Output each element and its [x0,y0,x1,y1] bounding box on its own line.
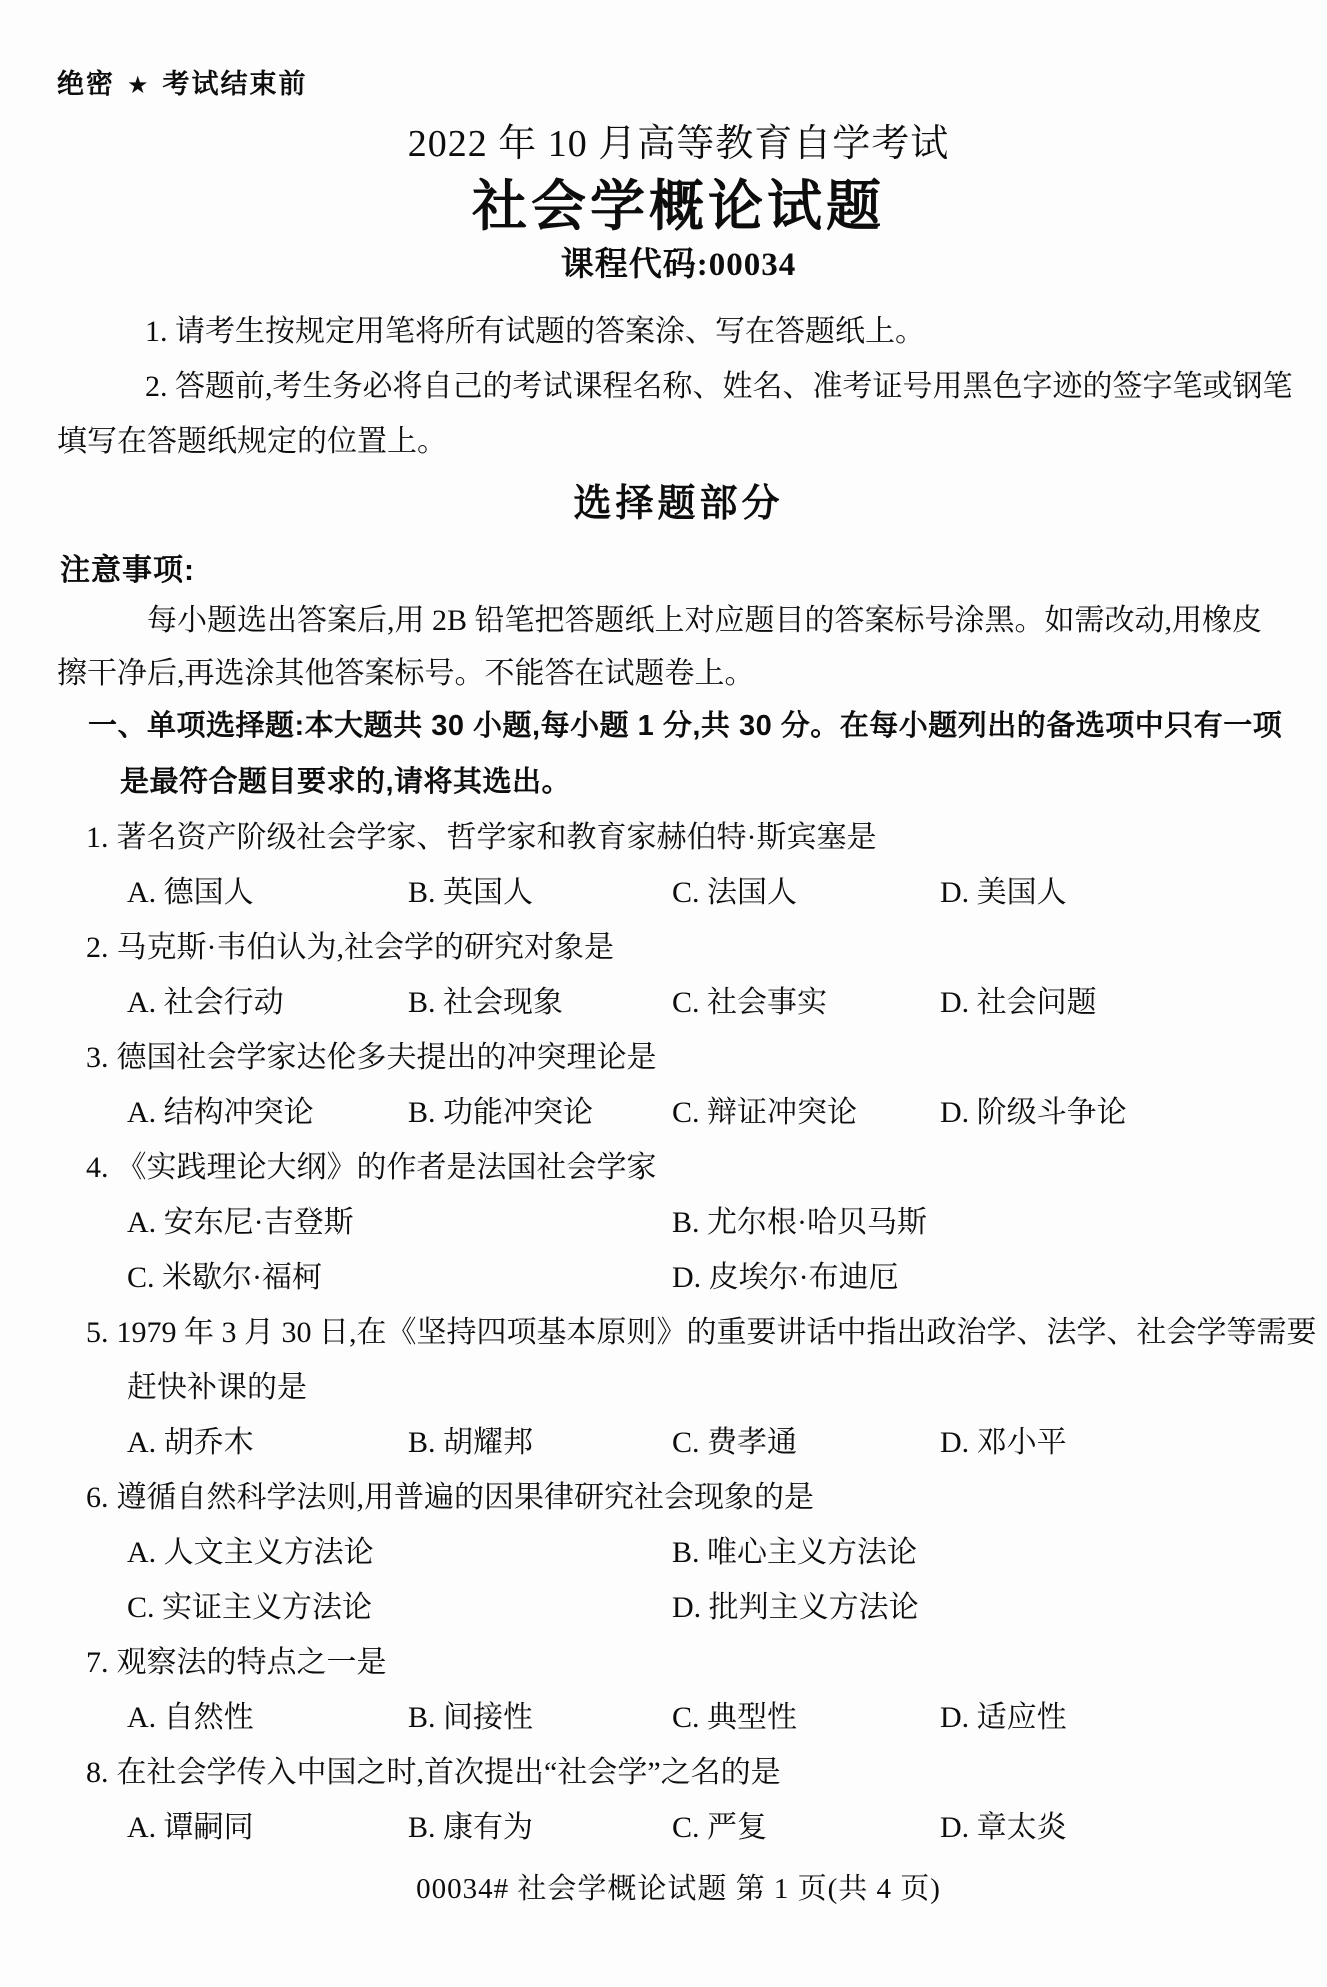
question-5-text [0,1313,1327,1355]
option-d: D. 皮埃尔·布迪厄 [672,1261,899,1294]
option-a: A. 安东尼·吉登斯 [127,1206,354,1239]
question-body: 马克斯·韦伯认为,社会学的研究对象是 [116,931,614,964]
option-c: C. 严复 [672,1811,768,1844]
notice-line-1: 每小题选出答案后,用 2B 铅笔把答题纸上对应题目的答案标号涂黑。如需改动,用橡皮 [147,604,1263,637]
question-number: 5. [86,1316,109,1349]
option-b: B. 康有为 [408,1811,534,1844]
section-title: 选择题部分 [573,483,784,525]
question-4-options-row-1 [0,1203,1327,1245]
option-b: B. 唯心主义方法论 [672,1536,918,1569]
option-c: C. 费孝通 [672,1426,798,1459]
option-a: A. 人文主义方法论 [127,1536,374,1569]
option-c: C. 典型性 [672,1701,798,1734]
question-1-text [0,818,1327,860]
question-number: 7. [86,1646,109,1679]
exam-subject-title: 社会学概论试题 [471,176,885,237]
question-8-text [0,1753,1327,1795]
option-c: C. 实证主义方法论 [127,1591,373,1624]
notice-line-2: 擦干净后,再选涂其他答案标号。不能答在试题卷上。 [57,657,755,690]
question-5-options [0,1423,1327,1465]
question-4-text [0,1148,1327,1190]
classification-level: 绝密 [57,69,115,99]
option-b: B. 功能冲突论 [408,1096,594,1129]
instruction-2: 2. 答题前,考生务必将自己的考试课程名称、姓名、准考证号用黑色字迹的签字笔或钢笔 [145,370,1293,403]
question-8-options [0,1808,1327,1850]
question-number: 1. [86,821,109,854]
option-d: D. 章太炎 [940,1811,1067,1844]
notice-heading: 注意事项: [60,554,195,587]
option-b: B. 胡耀邦 [408,1426,534,1459]
option-c: C. 辩证冲突论 [672,1096,858,1129]
question-body: 1979 年 3 月 30 日,在《坚持四项基本原则》的重要讲话中指出政治学、法学、社会学等需要 [116,1316,1317,1349]
question-2-options [0,983,1327,1025]
part-heading-line-2: 是最符合题目要求的,请将其选出。 [120,766,572,798]
question-3-text [0,1038,1327,1080]
option-a: A. 胡乔木 [127,1426,254,1459]
question-number: 6. [86,1481,109,1514]
star-icon: ★ [127,72,151,99]
option-d: D. 批判主义方法论 [672,1591,919,1624]
option-c: C. 社会事实 [672,986,828,1019]
question-number: 4. [86,1151,109,1184]
question-7-options [0,1698,1327,1740]
question-body: 《实践理论大纲》的作者是法国社会学家 [116,1151,657,1184]
option-b: B. 间接性 [408,1701,534,1734]
option-a: A. 社会行动 [127,986,284,1019]
exam-session-title: 2022 年 10 月高等教育自学考试 [407,123,950,165]
question-number: 8. [86,1756,109,1789]
question-2-text [0,928,1327,970]
option-d: D. 阶级斗争论 [940,1096,1127,1129]
question-6-options-row-2 [0,1588,1327,1630]
option-a: A. 德国人 [127,876,254,909]
option-c: C. 米歇尔·福柯 [127,1261,322,1294]
option-d: D. 社会问题 [940,986,1097,1019]
question-body: 德国社会学家达伦多夫提出的冲突理论是 [116,1041,657,1074]
page-footer: 00034# 社会学概论试题 第 1 页(共 4 页) [416,1873,941,1905]
part-heading-line-1: 一、单项选择题:本大题共 30 小题,每小题 1 分,共 30 分。在每小题列出的备选项中只有一项 [88,710,1283,742]
question-1-options [0,873,1327,915]
question-body: 著名资产阶级社会学家、哲学家和教育家赫伯特·斯宾塞是 [116,821,877,854]
option-c: C. 法国人 [672,876,798,909]
classification-note: 考试结束前 [162,69,308,99]
question-5-text-continued [0,1368,1327,1410]
question-body: 遵循自然科学法则,用普遍的因果律研究社会现象的是 [116,1481,814,1514]
question-3-options [0,1093,1327,1135]
question-7-text [0,1643,1327,1685]
option-d: D. 邓小平 [940,1426,1067,1459]
option-a: A. 自然性 [127,1701,254,1734]
option-a: A. 谭嗣同 [127,1811,254,1844]
option-d: D. 美国人 [940,876,1067,909]
instruction-1: 1. 请考生按规定用笔将所有试题的答案涂、写在答题纸上。 [145,315,925,348]
option-b: B. 尤尔根·哈贝马斯 [672,1206,927,1239]
question-6-options-row-1 [0,1533,1327,1575]
question-number: 2. [86,931,109,964]
option-a: A. 结构冲突论 [127,1096,314,1129]
instruction-2-continued: 填写在答题纸规定的位置上。 [57,425,447,458]
question-6-text [0,1478,1327,1520]
option-b: B. 社会现象 [408,986,564,1019]
question-body: 赶快补课的是 [127,1371,307,1404]
question-4-options-row-2 [0,1258,1327,1300]
option-d: D. 适应性 [940,1701,1067,1734]
question-number: 3. [86,1041,109,1074]
option-b: B. 英国人 [408,876,534,909]
question-body: 在社会学传入中国之时,首次提出“社会学”之名的是 [116,1756,781,1789]
classification-banner [57,62,308,101]
course-code: 课程代码:00034 [560,247,797,283]
question-body: 观察法的特点之一是 [116,1646,387,1679]
